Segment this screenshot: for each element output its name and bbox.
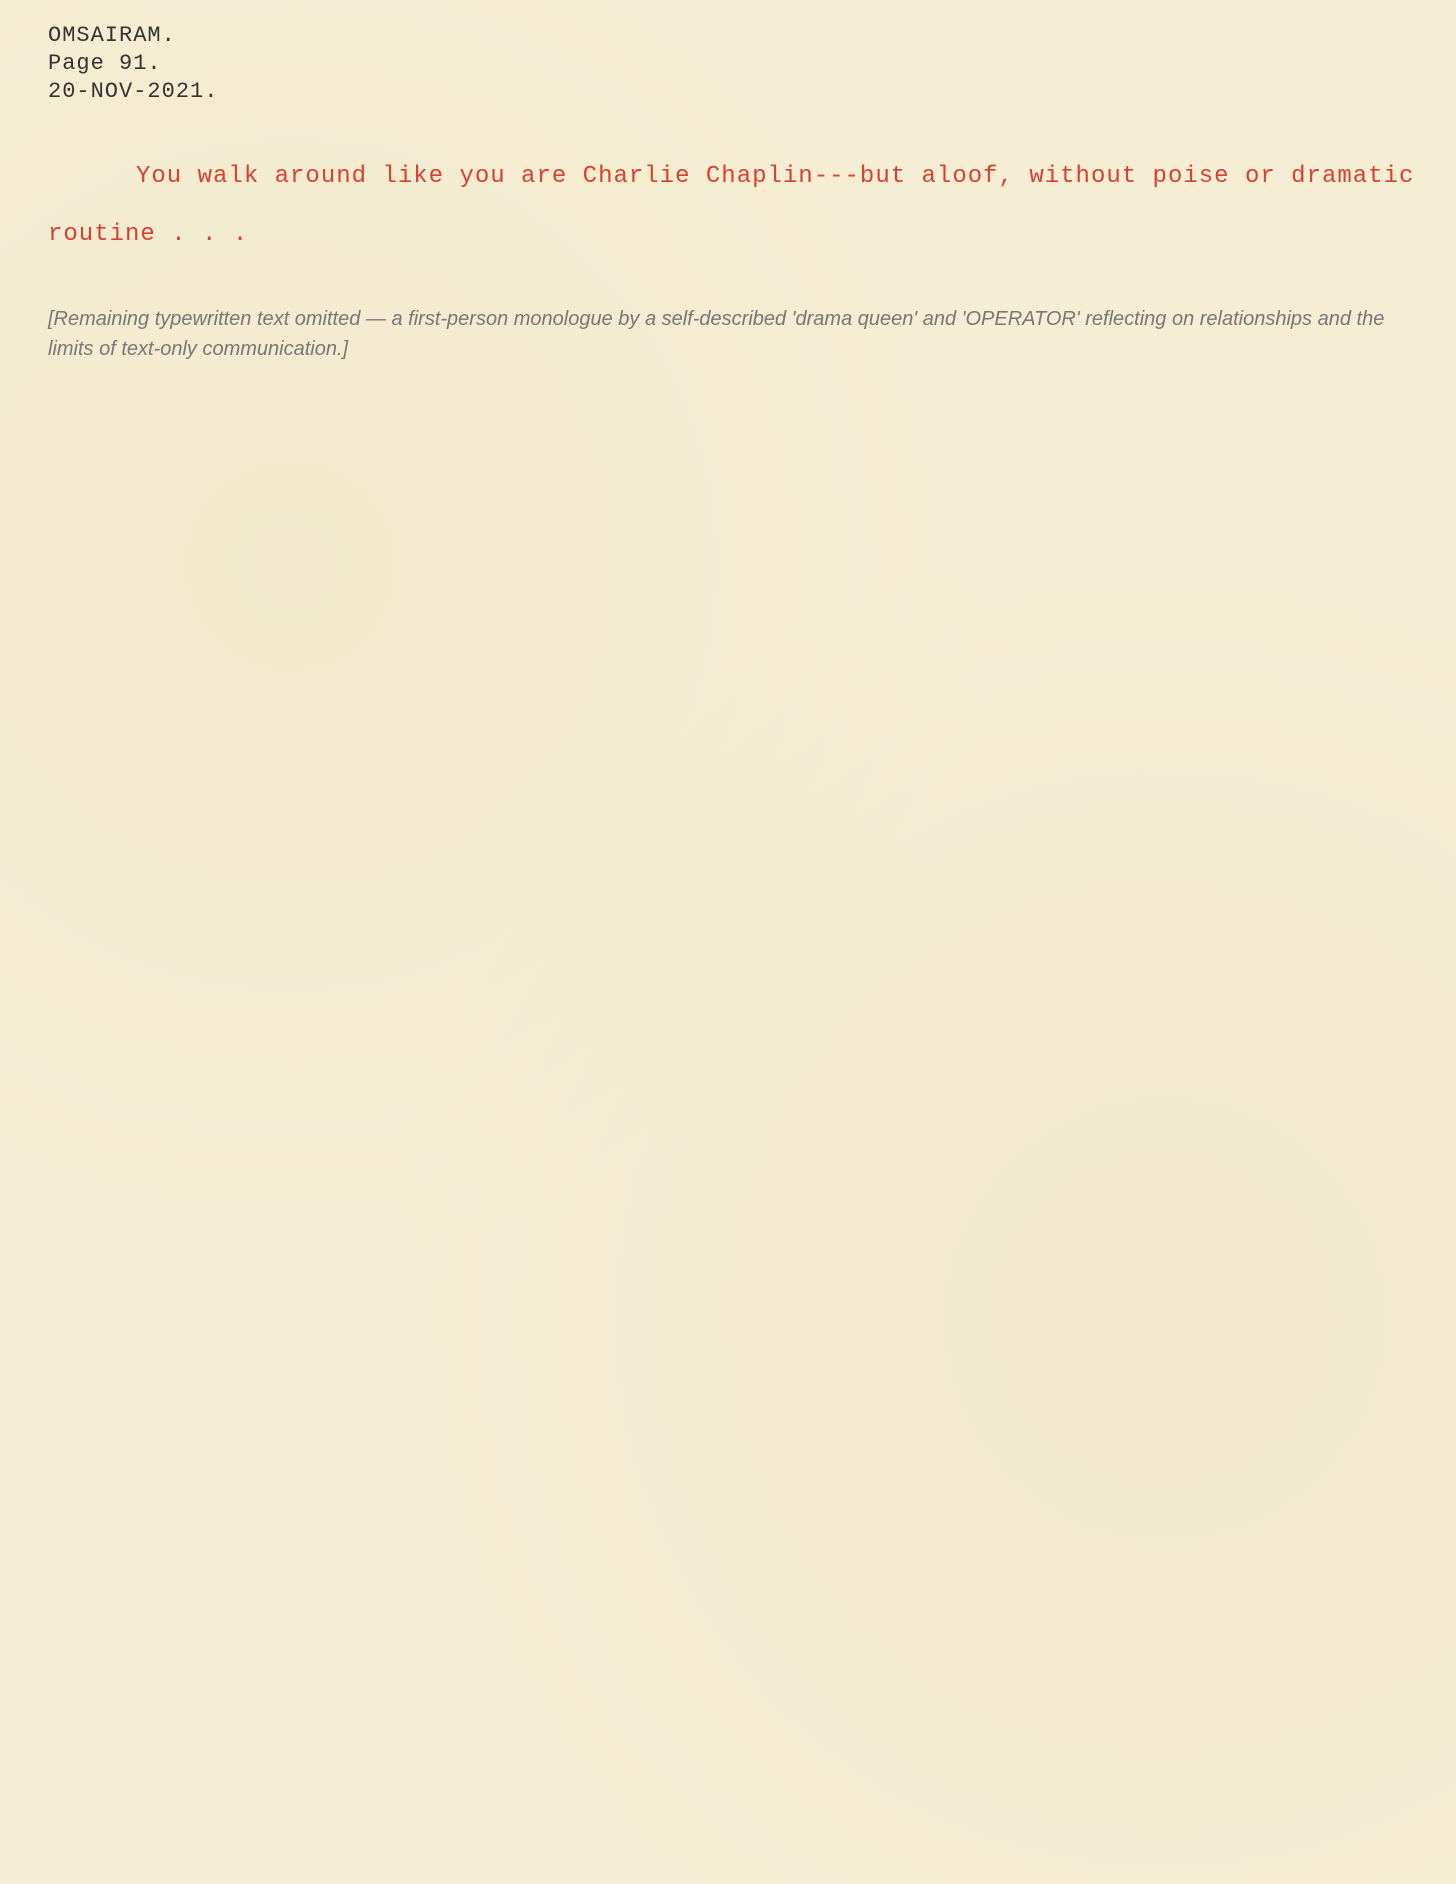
header-title: OMSAIRAM. <box>48 23 176 48</box>
omission-note: [Remaining typewritten text omitted — a first-person monologue by a self-described 'drama queen' and 'OPERATOR' reflecting on relationships and the limits of text-only communication.] <box>48 308 1385 360</box>
body-text <box>48 148 1428 264</box>
header-page-number: Page 91. <box>48 51 162 76</box>
paragraph-excerpt: You walk around like you are Charlie Chaplin---but aloof, without poise or dramatic routine . . . <box>48 163 1415 248</box>
typewritten-page <box>48 22 1428 1862</box>
page-header <box>48 22 1428 106</box>
header-date: 20-NOV-2021. <box>48 79 219 104</box>
